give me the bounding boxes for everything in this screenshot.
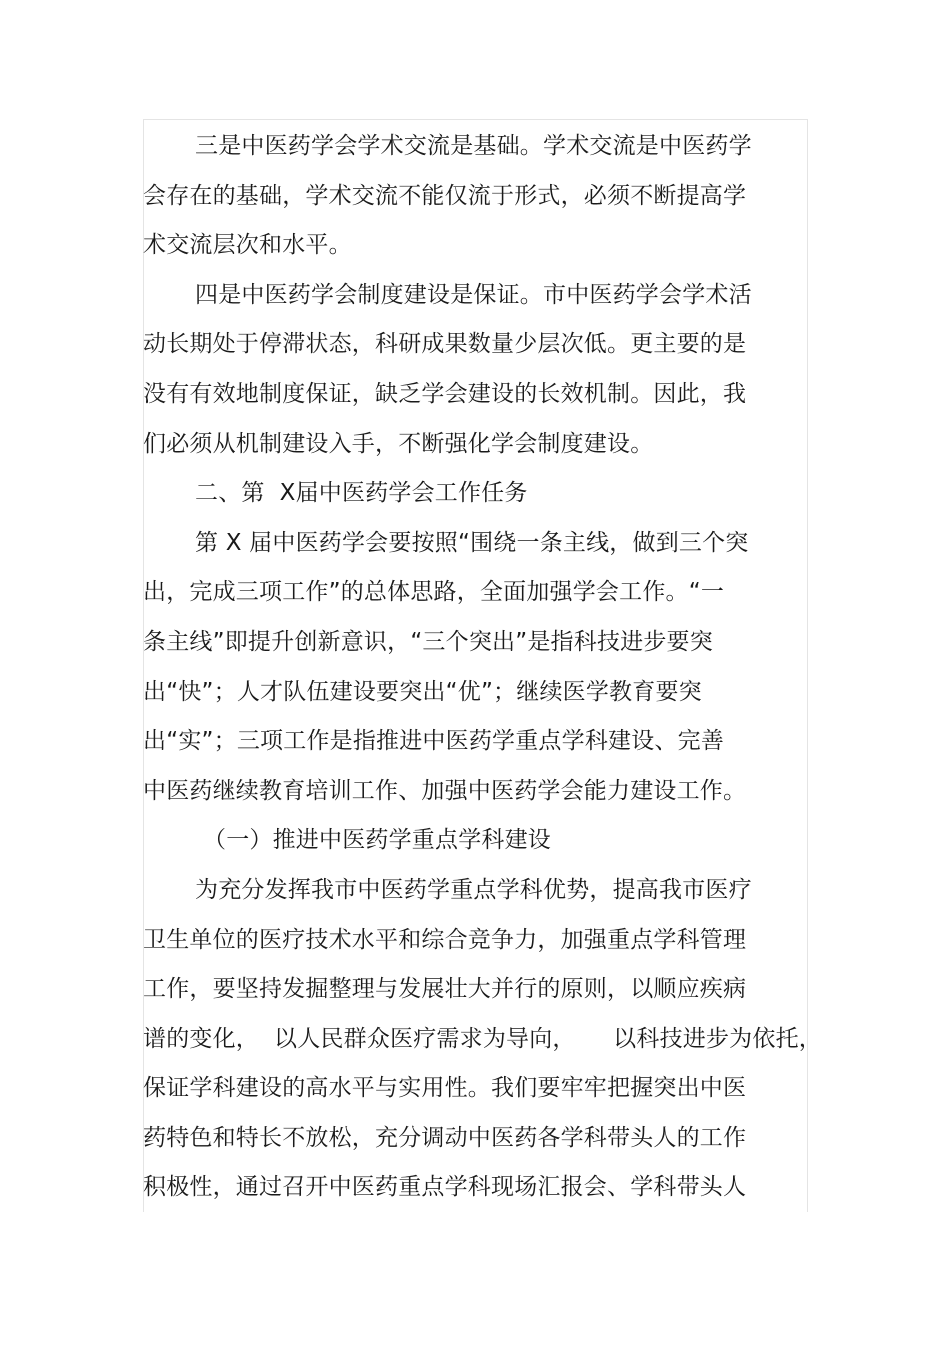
text-line: 出“快”；人才队伍建设要突出“优”；继续医学教育要突 — [143, 678, 702, 705]
text-line: 四是中医药学会制度建设是保证。市中医药学会学术活 — [195, 281, 752, 308]
text-line: 三是中医药学会学术交流是基础。学术交流是中医药学 — [195, 133, 752, 159]
text-line: 出，完成三项工作”的总体思路，全面加强学会工作。“一 — [143, 579, 725, 606]
text-line: 工作，要坚持发掘整理与发展壮大并行的原则，以顺应疾病 — [143, 976, 747, 1003]
text-line: 保证学科建设的高水平与实用性。我们要牢牢把握突出中医 — [143, 1075, 747, 1102]
text-line: 中医药继续教育培训工作、加强中医药学会能力建设工作。 — [143, 777, 747, 804]
text-line: 术交流层次和水平。 — [143, 232, 352, 259]
text-line: 二、第 X届中医药学会工作任务 — [195, 480, 528, 507]
text-line: 动长期处于停滞状态，科研成果数量少层次低。更主要的是 — [143, 331, 747, 358]
text-line: 会存在的基础，学术交流不能仅流于形式，必须不断提高学 — [143, 182, 747, 209]
text-line: 谱的变化， 以人民群众医疗需求为导向， 以科技进步为依托， — [143, 1025, 822, 1052]
text-line: 没有有效地制度保证，缺乏学会建设的长效机制。因此，我 — [143, 380, 747, 407]
text-line: 为充分发挥我市中医药学重点学科优势，提高我市医疗 — [195, 876, 752, 903]
text-line: 药特色和特长不放松，充分调动中医药各学科带头人的工作 — [143, 1124, 747, 1151]
text-line: （一）推进中医药学重点学科建设 — [203, 827, 551, 854]
text-line: 出“实”；三项工作是指推进中医药学重点学科建设、完善 — [143, 728, 725, 755]
text-line: 卫生单位的医疗技术水平和综合竞争力，加强重点学科管理 — [143, 926, 747, 953]
text-line: 积极性，通过召开中医药重点学科现场汇报会、学科带头人 — [143, 1174, 747, 1201]
text-line: 第 X 届中医药学会要按照“围绕一条主线，做到三个突 — [195, 529, 749, 556]
document-body — [143, 122, 822, 1213]
text-line: 们必须从机制建设入手，不断强化学会制度建设。 — [143, 430, 654, 457]
text-line: 条主线”即提升创新意识，“三个突出”是指科技进步要突 — [143, 628, 713, 655]
